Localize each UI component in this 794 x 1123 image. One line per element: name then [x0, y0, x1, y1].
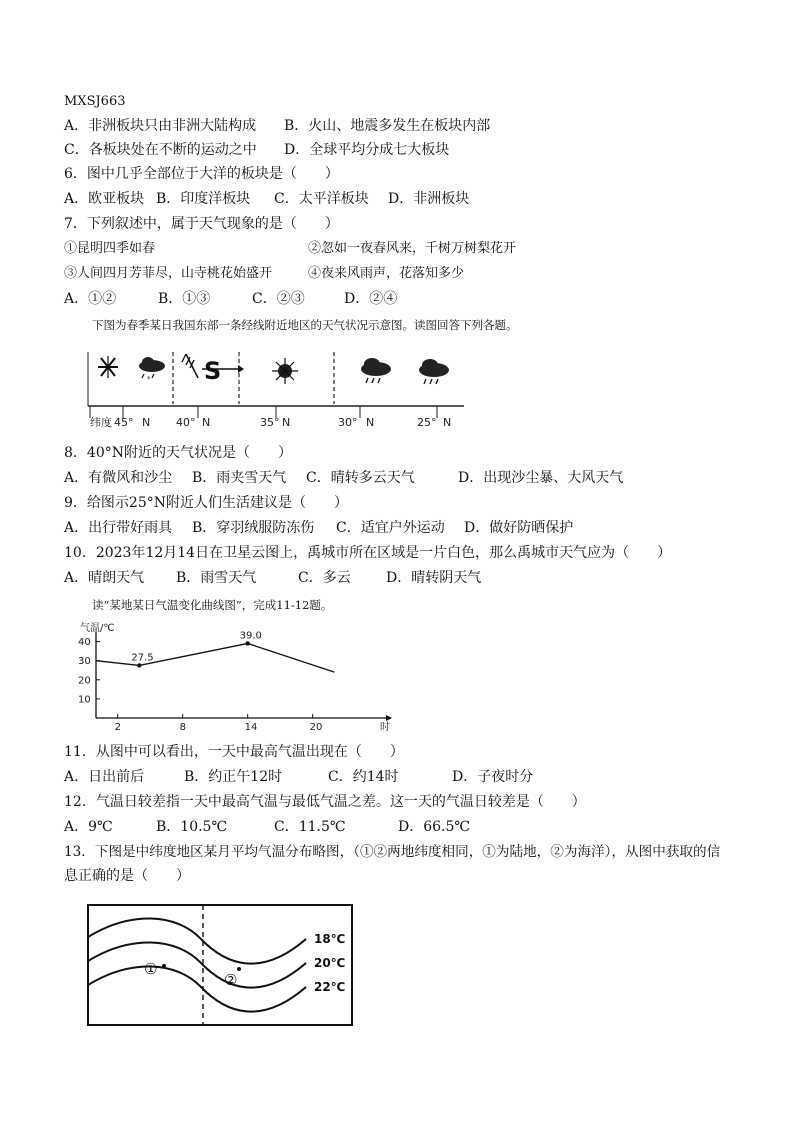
tick-label: 35° [260, 416, 280, 429]
q11-options [64, 767, 533, 787]
q6-stem: 6．图中几乎全部位于大洋的板块是（ ） [64, 166, 339, 182]
option-c: C．太平洋板块 [274, 191, 369, 207]
q9-options [64, 518, 573, 538]
q11-stem: 11．从图中可以看出，一天中最高气温出现在（ ） [64, 744, 404, 760]
q5-options-row-2 [64, 140, 449, 160]
q7-item-3: ③人间四月芳菲尽，山寺桃花始盛开 [64, 266, 273, 281]
option-c: C．②③ [252, 291, 305, 307]
tick-label: 30° [338, 416, 358, 429]
q10-options [64, 568, 481, 588]
option-d: D．晴转阴天气 [386, 570, 482, 586]
q8-options [64, 468, 623, 488]
option-b: B．约正午12时 [184, 769, 283, 785]
y-tick-label: 30 [78, 656, 91, 668]
option-c: C．晴转多云天气 [306, 470, 415, 486]
option-b: B．雨雪天气 [176, 570, 257, 586]
q6-options [64, 189, 469, 209]
temperature-chart [70, 618, 400, 736]
q7-item-1: ①昆明四季如春 [64, 241, 156, 256]
x-tick-label: 8 [179, 722, 187, 733]
x-axis-arrow [386, 715, 392, 721]
point-1-label: ① [144, 960, 158, 978]
option-d: D．66.5℃ [398, 819, 471, 835]
svg-text:*: * [147, 375, 151, 383]
data-point [137, 663, 141, 667]
map-frame [88, 905, 352, 1025]
sun-icon [272, 358, 298, 384]
option-a: A．欧亚板块 [64, 191, 145, 207]
exam-code: MXSJ663 [64, 94, 126, 109]
wind-flag-icon [182, 354, 198, 378]
x-tick-label: 14 [244, 722, 258, 733]
option-b: B．穿羽绒服防冻伤 [192, 520, 315, 536]
svg-text:S: S [204, 357, 222, 385]
option-a: A．出行带好雨具 [64, 520, 173, 536]
q12-options [64, 817, 470, 837]
q12-stem: 12．气温日较差指一天中最高气温与最低气温之差。这一天的气温日较差是（ ） [64, 794, 586, 810]
isotherm-22 [88, 966, 306, 1011]
y-tick-label: 10 [78, 694, 91, 706]
tick-label: N [282, 416, 291, 429]
isotherm-map [86, 903, 356, 1029]
isotherm-label: 22℃ [314, 980, 346, 994]
point-1-marker [162, 964, 166, 968]
data-point [245, 641, 249, 645]
data-label: 39.0 [239, 630, 262, 642]
temp-chart-intro: 读“某地某日气温变化曲线图”，完成11-12题。 [92, 598, 333, 612]
tick-label: N [202, 416, 211, 429]
option-b: B．雨夹雪天气 [192, 470, 287, 486]
option-c: C．11.5℃ [274, 819, 346, 835]
option-d: D．做好防晒保护 [464, 520, 574, 536]
y-tick-label: 40 [78, 637, 91, 649]
q5-options-row-1 [64, 116, 490, 136]
q8-stem: 8．40°N附近的天气状况是（ ） [64, 445, 292, 461]
q9-stem: 9．给图示25°N附近人们生活建议是（ ） [64, 495, 348, 511]
option-d: D．全球平均分成七大板块 [284, 142, 450, 158]
option-c: C．各板块处在不断的运动之中 [64, 142, 257, 158]
tick-label: 45° [114, 416, 134, 429]
q7-items-row-2 [64, 264, 464, 284]
sandstorm-icon [98, 356, 118, 378]
option-d: D．非洲板块 [388, 191, 470, 207]
isotherm-label: 20℃ [314, 956, 346, 970]
option-a: A．9℃ [64, 819, 113, 835]
q13-stem-line-1: 13．下图是中纬度地区某月平均气温分布略图，（①②两地纬度相同，①为陆地，②为海洋），从图中获取的信 [64, 844, 721, 860]
q10-stem: 10．2023年12月14日在卫星云图上，禹城市所在区域是一片白色，那么禹城市天气应为（ ） [64, 545, 672, 561]
option-b: B．①③ [158, 291, 211, 307]
option-d: D．出现沙尘暴、大风天气 [458, 470, 624, 486]
y-axis-label: 气温/℃ [80, 623, 115, 634]
option-b: B．印度洋板块 [156, 191, 251, 207]
tick-label: 25° [417, 416, 437, 429]
x-tick-label: 2 [114, 722, 122, 733]
q7-stem: 7．下列叙述中，属于天气现象的是（ ） [64, 216, 339, 232]
option-a: A．有微风和沙尘 [64, 470, 173, 486]
option-c: C．约14时 [328, 769, 399, 785]
x-tick-label: 20 [309, 722, 323, 733]
option-a: A．①② [64, 291, 117, 307]
isotherm-label: 18℃ [314, 932, 346, 946]
tick-label: N [366, 416, 375, 429]
option-d: D．子夜时分 [452, 769, 534, 785]
q7-item-2: ②忽如一夜春风来，千树万树梨花开 [308, 241, 517, 256]
q13-stem-line-2: 息正确的是（ ） [64, 868, 190, 884]
option-a: A．非洲板块只由非洲大陆构成 [64, 118, 257, 134]
q7-options [64, 289, 397, 309]
tick-label: N [142, 416, 151, 429]
option-b: B．火山、地震多发生在板块内部 [284, 118, 491, 134]
tick-label: 40° [176, 416, 196, 429]
option-a: A．日出前后 [64, 769, 145, 785]
option-c: C．多云 [298, 570, 351, 586]
sleet-icon [139, 357, 165, 383]
q7-item-4: ④夜来风雨声，花落知多少 [308, 266, 465, 281]
option-a: A．晴朗天气 [64, 570, 145, 586]
x-axis-label: 时 [380, 722, 390, 733]
tick-label: N [443, 416, 452, 429]
dust-storm-icon [202, 357, 244, 385]
point-2-label: ② [224, 971, 238, 989]
weather-figure [80, 340, 470, 435]
y-tick-label: 20 [78, 675, 91, 687]
rain-cloud-icon [361, 358, 391, 383]
option-d: D．②④ [344, 291, 398, 307]
isotherm-20 [88, 942, 306, 987]
option-c: C．适宜户外运动 [336, 520, 445, 536]
axis-title: 纬度 [90, 416, 112, 429]
data-label: 27.5 [131, 652, 154, 664]
point-2-marker [237, 967, 241, 971]
isotherm-18 [88, 918, 306, 963]
weather-figure-intro: 下图为春季某日我国东部一条经线附近地区的天气状况示意图。读图回答下列各题。 [92, 318, 518, 332]
rain-cloud-icon [419, 359, 449, 384]
q7-items-row-1 [64, 239, 516, 259]
option-b: B．10.5℃ [156, 819, 228, 835]
